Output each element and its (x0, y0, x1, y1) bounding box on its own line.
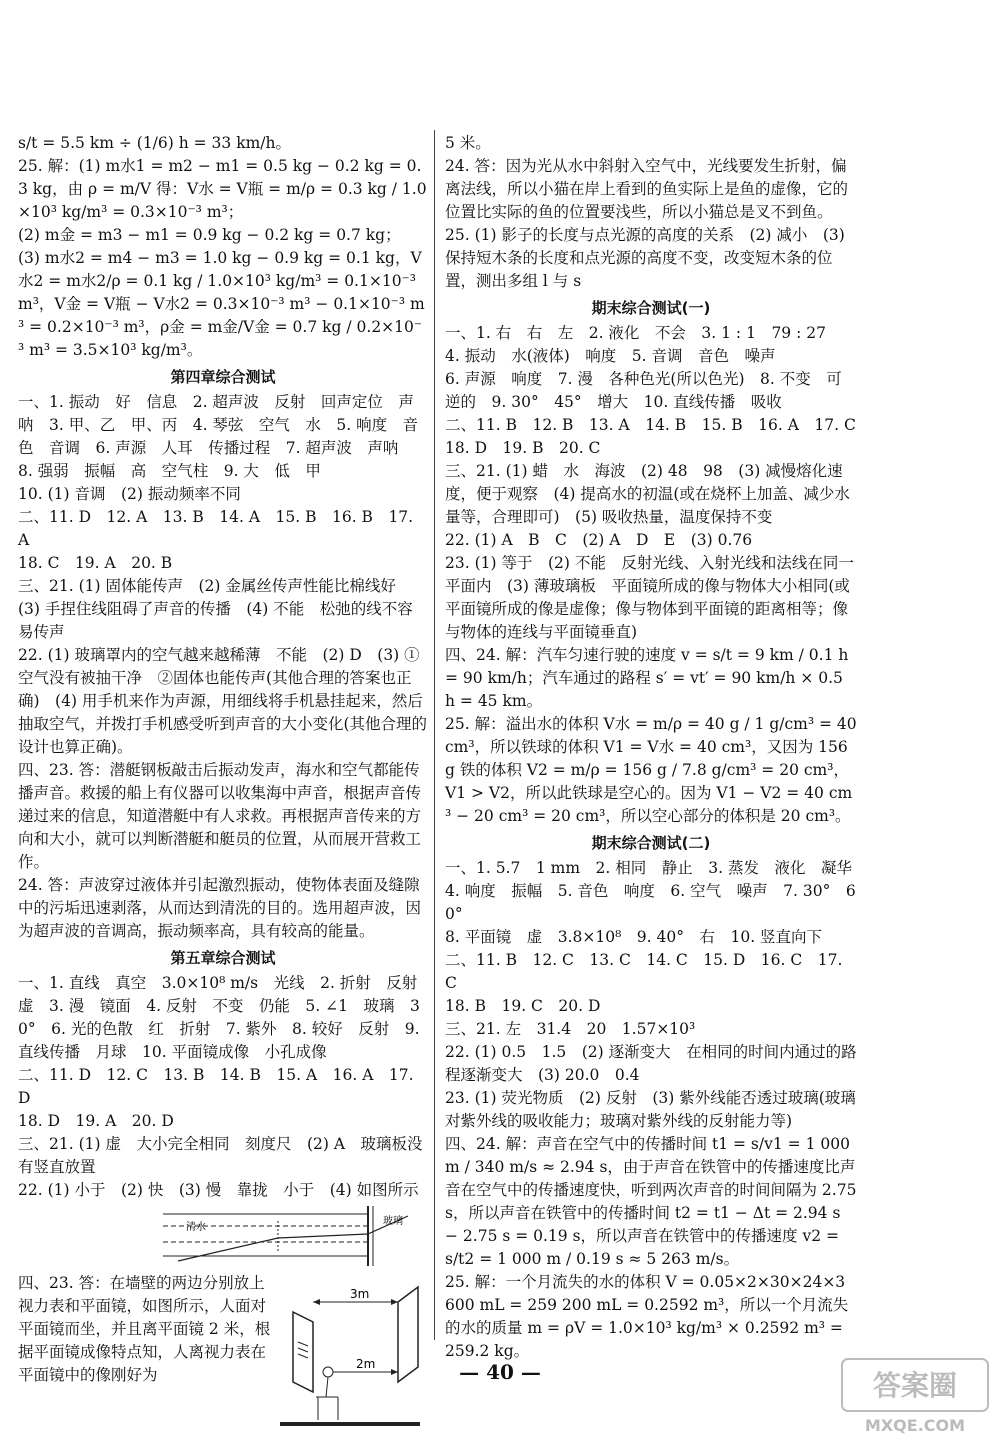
answer-line: 四、23. 答：潜艇钢板敲击后振动发声，海水和空气都能传播声音。救援的船上有仪器可以收集海中声音，根据声音传递过来的信息，知道潜艇中有人求救。再根据声音传来的方向和大小，就可以判断潜艇和艇员的位置，从而展开营救工作。 (18, 761, 422, 871)
answer-line: 三、21. 左 31.4 20 1.57×10³ (445, 1020, 696, 1038)
answer-line: 一、1. 5.7 1 mm 2. 相同 静止 3. 蒸发 液化 凝华 (445, 859, 852, 877)
answer-line: 22. (1) A B C (2) A D E (3) 0.76 (445, 531, 753, 549)
answer-line: 6. 声源 响度 7. 漫 各种色光(所以色光) 8. 不变 可逆的 9. 30° 45° 增大 10. 直线传播 吸收 (445, 370, 842, 411)
answer-line: 24. 答：声波穿过液体并引起激烈振动，使物体表面及缝隙中的污垢迅速剥落，从而达到清洗的目的。选用超声波，因为超声波的音调高，振动频率高，具有较高的能量。 (18, 876, 422, 940)
answer-line: 25. 解：(1) m水1 = m2 − m1 = 0.5 kg − 0.2 kg = 0.3 kg，由 ρ = m/V 得：V水 = V瓶 = m/ρ = 0.3 kg / 1.0×10³ kg/m³ = 0.3×10⁻³ m³； (18, 157, 427, 221)
answer-line: 23. (1) 等于 (2) 不能 反射光线、入射光线和法线在同一平面内 (3) 薄玻璃板 平面镜所成的像与物体大小相同(或平面镜所成的像是虚像；像与物体到平面镜的距离相等；像与物体的连线与平面镜垂直) (445, 554, 854, 641)
answer-line: 22. (1) 小于 (2) 快 (3) 慢 靠拢 小于 (4) 如图所示 (18, 1181, 419, 1199)
answer-line: 二、11. D 12. C 13. B 14. B 15. A 16. A 17. D (18, 1066, 414, 1107)
section-heading-ch5: 第五章综合测试 (170, 949, 276, 967)
answer-line: s/t = 5.5 km ÷ (1/6) h = 33 km/h。 (18, 134, 291, 152)
fig-label-2m: 2m (356, 1357, 376, 1371)
fig-label-water: 清水 (186, 1222, 206, 1233)
svg-text:MXQE.COM: MXQE.COM (864, 1416, 966, 1435)
answer-line: 18. D 19. B 20. C (445, 439, 601, 457)
column-divider (434, 130, 435, 1340)
answer-line: 三、21. (1) 虚 大小完全相同 刻度尺 (2) A 玻璃板没有竖直放置 (18, 1135, 423, 1176)
answer-line: 二、11. D 12. A 13. B 14. A 15. B 16. B 17. A (18, 508, 414, 549)
answer-line: 8. 平面镜 虚 3.8×10⁸ 9. 40° 右 10. 竖直向下 (445, 928, 823, 946)
right-column (445, 132, 857, 1363)
answer-line: 18. D 19. A 20. D (18, 1112, 174, 1130)
answer-line: 4. 振动 水(液体) 响度 5. 音调 音色 噪声 (445, 347, 776, 365)
section-heading-final-2: 期末综合测试(二) (591, 834, 711, 852)
answer-line: 25. 解：一个月流失的水的体积 V = 0.05×2×30×24×3 600 mL = 259 200 mL = 0.2592 m³，所以一个月流失的水的质量 m = ρV = 1.0×10³ kg/m³ × 0.2592 m³ = 259.2 kg。 (445, 1273, 849, 1360)
answer-line: 一、1. 右 右 左 2. 液化 不会 3. 1 : 1 79 : 27 (445, 324, 826, 342)
answer-line: 24. 答：因为光从水中斜射入空气中，光线要发生折射，偏离法线，所以小猫在岸上看到的鱼实际上是鱼的虚像，它的位置比实际的鱼的位置要浅些，所以小猫总是叉不到鱼。 (445, 157, 849, 221)
answer-line: 10. (1) 音调 (2) 振动频率不同 (18, 485, 241, 503)
fig-label-3m: 3m (350, 1287, 370, 1301)
answer-line: (2) m金 = m3 − m1 = 0.9 kg − 0.2 kg = 0.7 kg； (18, 226, 401, 244)
answer-line: 22. (1) 0.5 1.5 (2) 逐渐变大 在相同的时间内通过的路程逐渐变大 (3) 20.0 0.4 (445, 1043, 857, 1084)
answer-line: 一、1. 直线 真空 3.0×10⁸ m/s 光线 2. 折射 反射 虚 3. 漫 镜面 4. 反射 不变 仍能 5. ∠1 玻璃 30° 6. 光的色散 红 折射 7. 紫外 8. 较好 反射 9. 直线传播 月球 10. 平面镜成像 小孔成像 (18, 974, 433, 1061)
answer-line: 25. 解：溢出水的体积 V水 = m/ρ = 40 g / 1 g/cm³ = 40 cm³，所以铁球的体积 V1 = V水 = 40 cm³，又因为 156 g 铁的体积 V2 = m/ρ = 156 g / 7.8 g/cm³ = 20 cm³，V1 > V2，所以此铁球是空心的。因为 V1 − V2 = 40 cm³ − 20 cm³ = 20 cm³，所以空心部分的体积是 20 cm³。 (445, 715, 857, 825)
answer-line: 四、24. 解：汽车匀速行驶的速度 v = s/t = 9 km / 0.1 h = 90 km/h；汽车通过的路程 s′ = vt′ = 90 km/h × 0.5 h = 45 km。 (445, 646, 849, 710)
svg-text:答案圈: 答案圈 (872, 1369, 958, 1402)
left-column (18, 132, 433, 1387)
answer-line: 一、1. 振动 好 信息 2. 超声波 反射 回声定位 声呐 3. 甲、乙 甲、丙 4. 琴弦 空气 水 5. 响度 音色 音调 6. 声源 人耳 传播过程 7. 超声波 声呐 8. 强弱 振幅 高 空气柱 9. 大 低 甲 (18, 393, 419, 480)
answer-line: (3) m水2 = m4 − m3 = 1.0 kg − 0.9 kg = 0.1 kg，V水2 = m水2/ρ = 0.1 kg / 1.0×10³ kg/m³ = 0.1×10⁻³ m³，V金 = V瓶 − V水2 = 0.3×10⁻³ m³ − 0.1×10⁻³ m³ = 0.2×10⁻³ m³，ρ金 = m金/V金 = 0.7 kg / 0.2×10⁻³ m³ = 3.5×10³ kg/m³。 (18, 249, 425, 359)
watermark-logo (840, 1357, 990, 1437)
answer-line: 三、21. (1) 固体能传声 (2) 金属丝传声性能比棉线好 (3) 手捏住线阻碍了声音的传播 (4) 不能 松弛的线不容易传声 (18, 577, 413, 641)
page-number: — 40 — (459, 1360, 541, 1384)
answer-line: 22. (1) 玻璃罩内的空气越来越稀薄 不能 (2) D (3) ①空气没有被抽干净 ②固体也能传声(其他合理的答案也正确) (4) 用手机来作为声源，用细线将手机悬挂起来，然后抽取空气，并拨打手机感受听到声音的大小变化(其他合理的设计也算正确)。 (18, 646, 428, 756)
refraction-figure (18, 1206, 428, 1268)
eye-test-figure (278, 1272, 428, 1432)
answer-line: 二、11. B 12. C 13. C 14. C 15. D 16. C 17. C (445, 951, 843, 992)
answer-line: 四、23. 答：在墙壁的两边分别放上视力表和平面镜，如图所示，人面对平面镜而坐，并且离平面镜 2 米，根据平面镜成像特点知，人离视力表在平面镜中的像刚好为 (18, 1274, 271, 1384)
fig-label-glass: 玻璃 (383, 1216, 403, 1227)
answer-line: 25. (1) 影子的长度与点光源的高度的关系 (2) 减小 (3) 保持短木条的长度和点光源的高度不变，改变短木条的位置，测出多组 l 与 s (445, 226, 845, 290)
answer-line: 18. C 19. A 20. B (18, 554, 173, 572)
answer-line: 三、21. (1) 蜡 水 海波 (2) 48 98 (3) 减慢熔化速度，便于观察 (4) 提高水的初温(或在烧杯上加盖、减少水量等，合理即可) (5) 吸收热量，温度保持不变 (445, 462, 850, 526)
answer-line: 二、11. B 12. B 13. A 14. B 15. B 16. A 17. C (445, 416, 856, 434)
section-heading-ch4: 第四章综合测试 (170, 368, 276, 386)
answer-line: 5 米。 (445, 134, 491, 152)
section-heading-final-1: 期末综合测试(一) (591, 299, 711, 317)
answer-line: 18. B 19. C 20. D (445, 997, 601, 1015)
answer-line: 23. (1) 荧光物质 (2) 反射 (3) 紫外线能否透过玻璃(玻璃对紫外线的吸收能力；玻璃对紫外线的反射能力等) (445, 1089, 856, 1130)
answer-line: 4. 响度 振幅 5. 音色 响度 6. 空气 噪声 7. 30° 60° (445, 882, 856, 923)
answer-line: 四、24. 解：声音在空气中的传播时间 t1 = s/v1 = 1 000 m / 340 m/s ≈ 2.94 s，由于声音在铁管中的传播速度比声音在空气中的传播速度快，听到两次声音的时间间隔为 2.75 s，所以声音在铁管中的传播时间 t2 = t1 − Δt = 2.94 s − 2.75 s = 0.19 s，所以声音在铁管中的传播速度 v2 = s/t2 = 1 000 m / 0.19 s ≈ 5 263 m/s。 (445, 1135, 857, 1268)
